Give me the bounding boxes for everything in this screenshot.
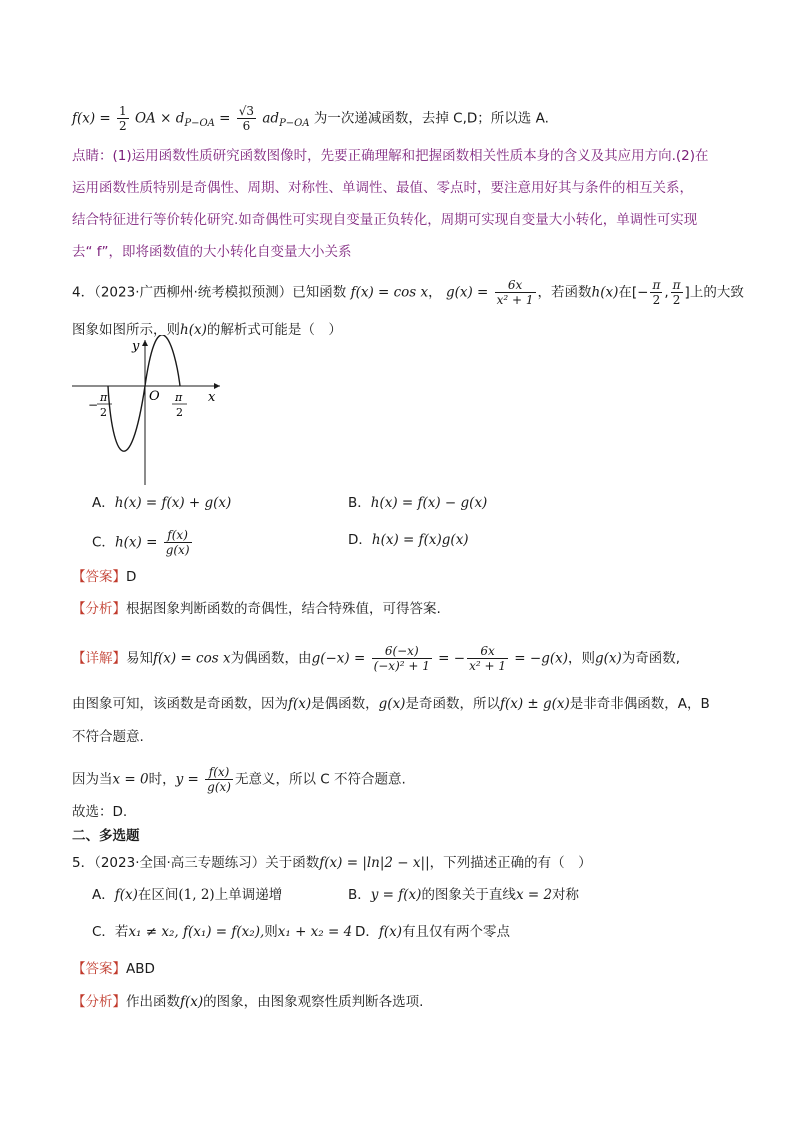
q4-prefix: 4．（2023·广西柳州·统考模拟预测）已知函数 <box>72 284 347 301</box>
q5-answer: 【答案】ABD <box>72 961 155 977</box>
prev-solution-line: f(x) = $\frac{1}{2}$ OA × $d_{P-OA}$ = $\frac{√3}{6}$ $ad_{P-OA}$ 为一次递减函数，去掉 C,D；所以选 A. <box>72 104 549 133</box>
q5-option-c[interactable]: C．若x₁ ≠ x₂, f(x₁) = f(x₂),则x₁ + x₂ = 4 <box>92 924 353 940</box>
formula-mid: OA × d <box>134 110 185 127</box>
pos-two: 2 <box>176 406 183 419</box>
origin-label: O <box>149 389 160 404</box>
q4-conclusion: 故选：D. <box>72 804 128 820</box>
dianjing-line2: 运用函数性质特别是奇偶性、周期、对称性、单调性、最值、零点时，要注意用好其与条件的相互关系， <box>72 180 693 196</box>
section-title: 二、多选题 <box>72 828 140 844</box>
q4-interval-post: ]上的大致 <box>684 284 744 301</box>
prev-solution-text: 为一次递减函数，去掉 C,D；所以选 A. <box>313 110 549 127</box>
neg-two: 2 <box>100 406 107 419</box>
q4-reason3: 因为当x = 0时，y = $\frac{f(x)}{g(x)}$ 无意义，所以 C 不符合题意. <box>72 765 406 794</box>
formula-lhs: f(x) = <box>72 110 116 127</box>
q5-option-b[interactable]: B．y = f(x)的图象关于直线x = 2对称 <box>348 887 580 903</box>
q4-pi2: $\frac{\pi}{2}$ <box>672 278 681 307</box>
q4-graph <box>70 335 230 490</box>
q4-option-c[interactable]: C．h(x) = $\frac{f(x)}{g(x)}$ <box>92 528 190 557</box>
q4-h: h(x) <box>591 284 619 301</box>
q4-neg-pi2: $\frac{\pi}{2}$ <box>652 278 661 307</box>
q4-line1: 4．（2023·广西柳州·统考模拟预测）已知函数 f(x) = cos x， g(x) = $\frac{6x}{\text{x² + 1}}$ ，若函数h(x)在[− $\frac{\pi}{2}$ , $\frac{\pi}{2}$ ]上的大致 <box>72 278 744 307</box>
q4-g-fraction: $\frac{6x}{\text{x² + 1}}$ <box>496 278 534 307</box>
dianjing-line4: 去“ f”，即将函数值的大小转化自变量大小关系 <box>72 244 352 260</box>
q4-option-d[interactable]: D．h(x) = f(x)g(x) <box>348 532 469 548</box>
q4-option-a[interactable]: A．h(x) = f(x) + g(x) <box>92 495 232 511</box>
q4-line2-text: 图象如图所示，则 <box>72 322 180 338</box>
q4-option-b[interactable]: B．h(x) = f(x) − g(x) <box>348 495 488 511</box>
q4-f-def: f(x) = cos x <box>350 284 429 301</box>
q4-line2-tail: 的解析式可能是（ ） <box>206 322 342 338</box>
fraction-half: $\frac{1}{2}$ <box>119 104 127 133</box>
x-label: x <box>208 390 216 405</box>
curve-h <box>108 335 180 451</box>
pos-pi: π <box>175 391 183 404</box>
dianjing-line1: 点睛：(1)运用函数性质研究函数图像时，先要正确理解和把握函数相关性质本身的含义及其应用方向.(2)在 <box>72 148 709 164</box>
neg-pi: π <box>100 391 108 404</box>
q4-analysis: 【分析】根据图象判断函数的奇偶性，结合特殊值，可得答案. <box>72 601 441 617</box>
q5-option-a[interactable]: A．f(x)在区间(1, 2)上单调递增 <box>92 887 283 903</box>
dianjing-line3: 结合特征进行等价转化研究.如奇偶性可实现自变量正负转化，周期可实现自变量大小转化，单调性可实现 <box>72 212 698 228</box>
q4-g-def: g(x) = <box>445 284 493 301</box>
fraction-sqrt3-6: $\frac{√3}{6}$ <box>238 104 255 133</box>
formula-sub2: P−OA <box>279 118 310 130</box>
q5-stem: 5．（2023·全国·高三专题练习）关于函数f(x) = |ln|2 − x||，下列描述正确的有（ ） <box>72 855 592 871</box>
q4-detail: 【详解】易知f(x) = cos x为偶函数，由g(−x) = $\frac{6(-x)}{\text{(−x)² + 1}}$ = − $\frac{6x}{\text{x² + 1}}$ = −g(x)，则g(x)为奇函数, <box>72 644 681 673</box>
q4-interval-pre: 在[− <box>618 284 649 301</box>
q4-reason2: 不符合题意. <box>72 729 144 745</box>
formula-mid2: ad <box>262 110 280 127</box>
y-label: y <box>132 339 140 354</box>
q5-option-d[interactable]: D．f(x)有且仅有两个零点 <box>355 924 511 940</box>
q4-mid: ，若函数 <box>537 284 592 301</box>
q4-h2: h(x) <box>180 322 207 338</box>
q4-answer: 【答案】D <box>72 569 137 585</box>
q5-analysis: 【分析】作出函数f(x)的图象，由图象观察性质判断各选项. <box>72 994 424 1010</box>
q4-reason1: 由图象可知，该函数是奇函数，因为f(x)是偶函数，g(x)是奇函数，所以f(x) ± g(x)是非奇非偶函数，A，B <box>72 696 710 712</box>
formula-sub: P−OA <box>184 118 215 130</box>
neg-sign: − <box>88 398 99 412</box>
